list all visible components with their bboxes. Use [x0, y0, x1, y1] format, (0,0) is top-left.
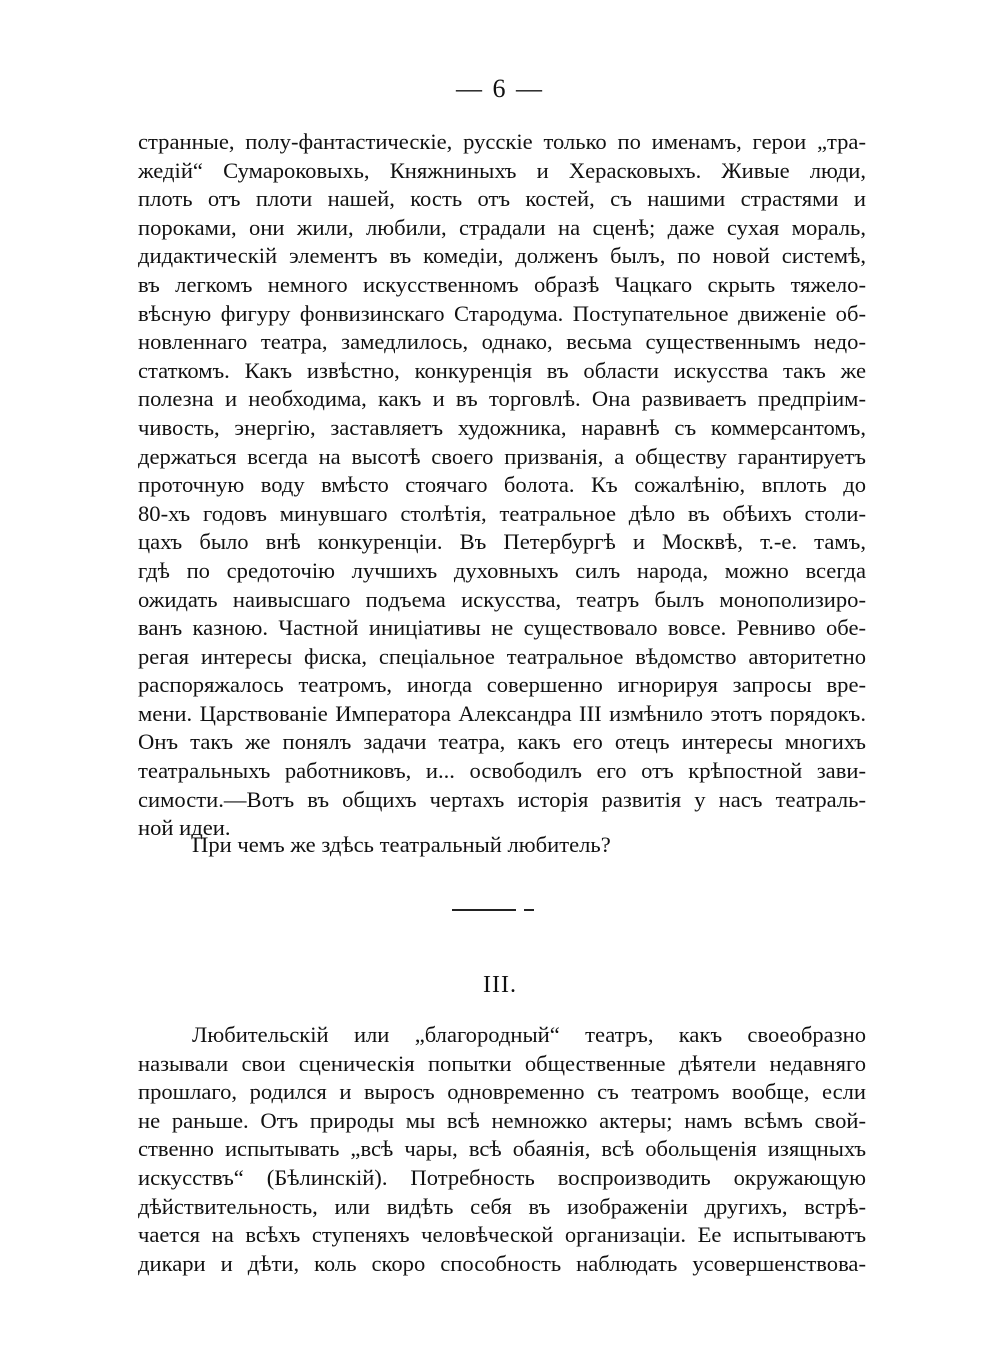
text-line: ной идеи.	[138, 815, 231, 841]
text-line: мени. Царствованіе Императора Александра III измѣнило этотъ порядокъ.	[138, 700, 866, 726]
text-line: проточную воду вмѣсто стоячаго болота. Къ сожалѣнію, вплоть до	[138, 472, 866, 498]
divider-dash	[524, 909, 534, 911]
paragraph-3	[138, 1021, 866, 1278]
text-line: вѣсную фигуру фонвизинскаго Стародума. Поступательное движеніе об-	[138, 300, 866, 326]
section-divider	[452, 909, 534, 911]
text-line: регая интересы фиска, спеціальное театральное вѣдомство авторитетно	[138, 643, 866, 669]
text-line: При чемъ же здѣсь театральный любитель?	[192, 832, 611, 857]
text-line: ванъ казною. Частной иниціативы не существовало вовсе. Ревниво обе-	[138, 615, 866, 641]
text-line: плоть отъ плоти нашей, кость отъ костей, съ нашими страстями и	[138, 186, 866, 212]
text-line: театральныхъ работниковъ, и... освободилъ его отъ крѣпостной зави-	[138, 758, 866, 784]
section-number: III.	[483, 972, 517, 998]
text-line: въ легкомъ немного искусственномъ образѣ Чацкаго скрыть тяжело-	[138, 271, 866, 297]
text-line: гдѣ по средоточію лучшихъ духовныхъ силъ народа, можно всегда	[138, 557, 866, 583]
divider-line	[452, 909, 516, 911]
text-line: распоряжалось театромъ, иногда совершенно игнорируя запросы вре-	[138, 672, 866, 698]
text-line: цахъ было внѣ конкуренціи. Въ Петербургѣ и Москвѣ, т.-е. тамъ,	[138, 529, 866, 555]
text-line: жедій“ Сумароковыхь, Княжниныхъ и Херасковыхъ. Живые люди,	[138, 157, 866, 183]
text-line: странные, полу-фантастическіе, русскіе только по именамъ, герои „тра-	[138, 129, 866, 154]
text-line: держаться всегда на высотѣ своего призванія, а обществу гарантируетъ	[138, 443, 866, 469]
text-line: пороками, они жили, любили, страдали на сценѣ; даже сухая мораль,	[138, 214, 866, 240]
text-line: дидактическій элементъ въ комедіи, долженъ былъ, по новой системѣ,	[138, 243, 866, 269]
text-line: статкомъ. Какъ извѣстно, конкуренція въ области искусства такъ же	[138, 357, 866, 383]
text-line: чается на всѣхъ ступеняхъ человѣческой организаціи. Ее испытываютъ	[138, 1222, 866, 1248]
text-line: прошлаго, родился и выросъ одновременно съ театромъ вообще, если	[138, 1079, 866, 1105]
text-line: не раньше. Отъ природы мы всѣ немножко актеры; намъ всѣмъ свой-	[138, 1107, 866, 1133]
page-number: — 6 —	[456, 74, 544, 103]
paragraph-1	[138, 128, 866, 843]
paragraph-2	[138, 831, 866, 860]
text-line: ственно испытывать „всѣ чары, всѣ обаянія, всѣ обольщенія изящныхъ	[138, 1136, 866, 1162]
text-line: симости.—Вотъ въ общихъ чертахъ исторія развитія у насъ театраль-	[138, 786, 866, 812]
text-line: дѣйствительность, или видѣть себя въ изображеніи другихъ, встрѣ-	[138, 1193, 866, 1219]
text-line: Онъ такъ же понялъ задачи театра, какъ его отецъ интересы многихъ	[138, 729, 866, 755]
text-line: чивость, энергію, заставляетъ художника, наравнѣ съ коммерсантомъ,	[138, 414, 866, 440]
text-line: полезна и необходима, какъ и въ торговлѣ. Она развиваетъ предпріим-	[138, 386, 866, 412]
text-line: Любительскій или „благородный“ театръ, какъ своеобразно	[192, 1022, 866, 1047]
text-line: искусствъ“ (Бѣлинскій). Потребность воспроизводить окружающую	[138, 1164, 866, 1190]
text-line: дикари и дѣти, коль скоро способность наблюдать усовершенствова-	[138, 1250, 866, 1276]
text-line: называли свои сценическія попытки общественные дѣятели недавняго	[138, 1050, 866, 1076]
text-line: новленнаго театра, замедлилось, однако, весьма существеннымъ недо-	[138, 329, 866, 355]
text-line: ожидать наивысшаго подъема искусства, театръ былъ монополизиро-	[138, 586, 866, 612]
text-line: 80-хъ годовъ минувшаго столѣтія, театральное дѣло въ обѣихъ столи-	[138, 500, 866, 526]
